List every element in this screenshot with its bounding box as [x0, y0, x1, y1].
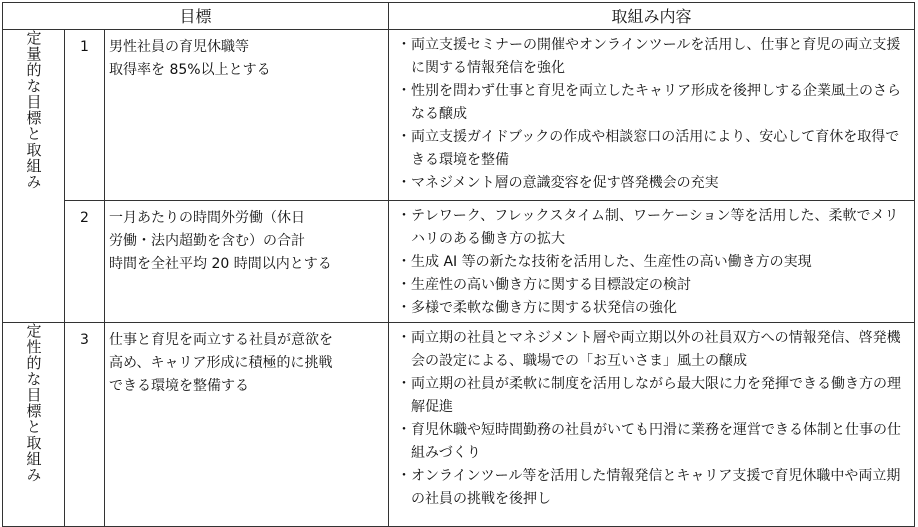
goal-line: 高め、キャリア形成に積極的に挑戦 — [109, 355, 333, 371]
header-row — [3, 3, 915, 30]
goal-line: 一月あたりの時間外労働（休日 — [109, 210, 305, 226]
action-item: ・ 多様で柔軟な働き方に関する状発信の強化 — [397, 297, 910, 320]
row-number: 2 — [65, 201, 105, 323]
goal-header: 目標 — [3, 3, 389, 30]
goal-line: 仕事と育児を両立する社員が意欲を — [109, 332, 333, 348]
action-item: ・ テレワーク、フレックスタイム制、ワーケーション等を活用した、柔軟でメリハリのある働き方の拡大 — [397, 205, 910, 251]
goal-line: 時間を全社平均 20 時間以内とする — [109, 256, 332, 272]
category-label: 定量的な目標と取組み — [24, 30, 43, 190]
row-number: 3 — [65, 323, 105, 527]
action-item: ・ マネジメント層の意識変容を促す啓発機会の充実 — [397, 172, 910, 195]
goal-cell — [105, 201, 389, 323]
actions-cell — [389, 30, 915, 201]
table-row — [3, 201, 915, 323]
category-qualitative — [3, 323, 65, 527]
action-item: ・ 生成 AI 等の新たな技術を活用した、生産性の高い働き方の実現 — [397, 251, 910, 274]
table-row — [3, 30, 915, 201]
goal-line: できる環境を整備する — [109, 378, 249, 394]
table-row — [3, 323, 915, 527]
action-item: ・ 両立期の社員とマネジメント層や両立期以外の社員双方への情報発信、啓発機会の設定による、職場での「お互いさま」風土の醸成 — [397, 327, 910, 373]
goal-line: 労働・法内超勤を含む）の合計 — [109, 233, 305, 249]
row-number: 1 — [65, 30, 105, 201]
action-item: ・ 両立支援ガイドブックの作成や相談窓口の活用により、安心して育休を取得できる環境を整備 — [397, 126, 910, 172]
goal-cell — [105, 323, 389, 527]
actions-cell — [389, 201, 915, 323]
action-item: ・ 両立支援セミナーの開催やオンラインツールを活用し、仕事と育児の両立支援に関する情報発信を強化 — [397, 34, 910, 80]
action-item: ・ 育児休職や短時間勤務の社員がいても円滑に業務を運営できる体制と仕事の仕組みづくり — [397, 419, 910, 465]
action-item: ・ 性別を問わず仕事と育児を両立したキャリア形成を後押しする企業風土のさらなる醸成 — [397, 80, 910, 126]
action-item: ・ 両立期の社員が柔軟に制度を活用しながら最大限に力を発揮できる働き方の理解促進 — [397, 373, 910, 419]
action-item: ・ オンラインツール等を活用した情報発信とキャリア支援で育児休職中や両立期の社員の挑戦を後押し — [397, 465, 910, 511]
goals-table — [2, 2, 915, 527]
actions-cell — [389, 323, 915, 527]
action-item: ・ 生産性の高い働き方に関する目標設定の検討 — [397, 274, 910, 297]
category-quantitative — [3, 30, 65, 323]
category-label: 定性的な目標と取組み — [24, 323, 43, 483]
goal-line: 取得率を 85%以上とする — [109, 62, 271, 78]
goal-cell — [105, 30, 389, 201]
goal-line: 男性社員の育児休職等 — [109, 39, 249, 55]
actions-header: 取組み内容 — [389, 3, 915, 30]
